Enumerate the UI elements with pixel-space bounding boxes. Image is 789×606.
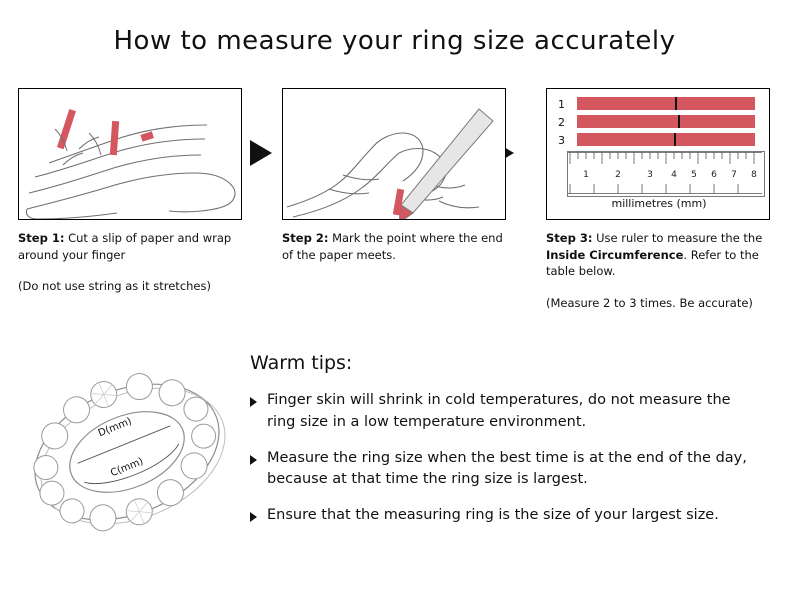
page-title: How to measure your ring size accurately [113, 26, 676, 56]
tip-text: Finger skin will shrink in cold temperatures, do not measure the ring size in a low temperature environment. [267, 392, 731, 430]
hand-with-paper-strip-icon [19, 89, 242, 220]
step-1 [18, 88, 244, 310]
step-1-label: Step 1: [18, 231, 65, 245]
svg-text:2: 2 [615, 170, 621, 180]
paper-strip-2-mark [678, 115, 680, 128]
ring-illustration [18, 352, 236, 572]
tip-text: Measure the ring size when the best time is at the end of the day, because at that time the ring size is largest. [267, 449, 747, 488]
tip-text: Ensure that the measuring ring is the size of your largest size. [267, 507, 719, 523]
svg-text:7: 7 [731, 170, 737, 180]
ruler [567, 151, 765, 197]
step-2-label: Step 2: [282, 231, 329, 245]
tip-item [250, 505, 760, 527]
step-3-label: Step 3: [546, 231, 593, 245]
bullet-triangle-icon [250, 397, 257, 407]
ruler-ticks [568, 152, 762, 194]
tip-item [250, 448, 760, 492]
svg-text:1: 1 [583, 170, 589, 180]
step-3-illustration [546, 88, 770, 220]
step-1-caption [18, 230, 244, 263]
strip-number-3: 3 [558, 134, 565, 147]
strip-number-1: 1 [558, 98, 565, 111]
warm-tips-title: Warm tips: [250, 352, 353, 374]
strip-number-2: 2 [558, 116, 565, 129]
svg-text:3: 3 [647, 170, 653, 180]
step-1-text: Cut a slip of paper and wrap around your finger [18, 231, 232, 262]
hand-marking-paper-icon [283, 89, 506, 220]
circumference-label: C(mm) [109, 456, 146, 480]
svg-text:4: 4 [671, 170, 677, 180]
step-3 [546, 88, 772, 310]
paper-strip-1-mark [675, 97, 677, 110]
paper-strip-1 [577, 97, 755, 110]
step-2 [282, 88, 508, 310]
pencil-icon [399, 109, 493, 220]
step-2-illustration [282, 88, 506, 220]
paper-strip-2 [577, 115, 755, 128]
paper-strip-3 [577, 133, 755, 146]
bullet-triangle-icon [250, 455, 257, 465]
tip-item [250, 390, 760, 434]
step-3-note: (Measure 2 to 3 times. Be accurate) [546, 296, 753, 311]
ruler-unit-label: millimetres (mm) [611, 197, 707, 210]
step-1-note: (Do not use string as it stretches) [18, 279, 211, 294]
steps-row [18, 88, 772, 310]
diameter-label: D(mm) [96, 416, 134, 440]
paper-strip-3-mark [674, 133, 676, 146]
diamond-ring-icon [18, 352, 236, 552]
svg-text:6: 6 [711, 170, 717, 180]
step-1-illustration [18, 88, 242, 220]
svg-text:5: 5 [691, 170, 697, 180]
step-3-caption [546, 230, 772, 280]
step-2-caption [282, 230, 508, 263]
svg-text:8: 8 [751, 170, 757, 180]
step-3-text-tail: . Refer to the table below. [546, 247, 759, 279]
step-3-text-lead: Use ruler to measure the the [596, 231, 763, 245]
bottom-section [18, 352, 772, 572]
bullet-triangle-icon [250, 512, 257, 522]
step-3-text-bold: Inside Circumference [546, 247, 684, 262]
warm-tips [250, 352, 760, 572]
step-2-text: Mark the point where the end of the paper meets. [282, 231, 503, 262]
